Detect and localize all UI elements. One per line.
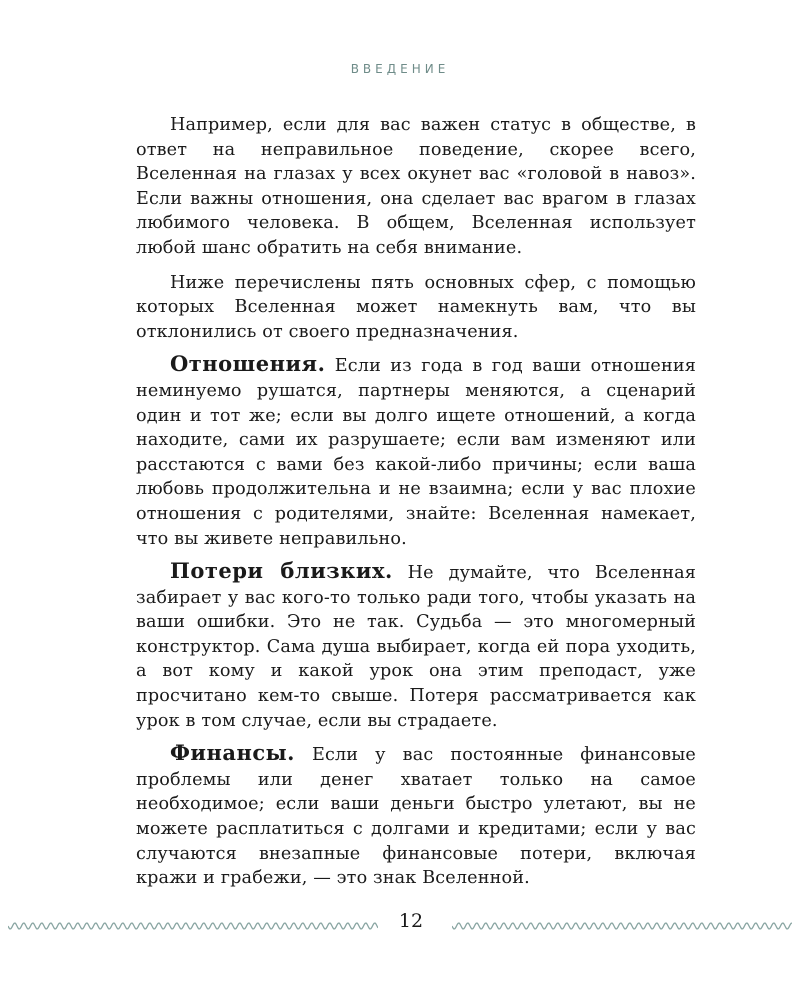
paragraph-finance: [136, 741, 696, 891]
paragraph-text: Не думайте, что Вселенная забирает у вас кого-то только ради того, чтобы указать на ваши ошибки. Это не так. Судьба — это многомерный конструктор. Сама душа выбирает, когда ей пора уходить, а вот кому и какой урок она этим преподаст, уже просчитано кем-то свыше. Потеря рассматривается как урок в том случае, если вы страдаете.: [136, 563, 696, 731]
page-number: 12: [398, 910, 424, 932]
paragraph-intro: [136, 111, 696, 261]
paragraph-text: Если у вас постоянные финансовые проблемы или денег хватает только на самое необходимое; если ваши деньги быстро улетают, вы не можете расплатиться с долгами и кредитами; если у вас случаются внезапные финансовые потери, включая кражи и грабежи, — это знак Вселенной.: [136, 745, 696, 889]
wavy-line-ornament-icon: [8, 918, 378, 934]
paragraph-loss: [136, 559, 696, 733]
paragraph-heading-loss: Потери близких.: [170, 558, 393, 584]
paragraph-text: Если из года в год ваши отношения неминуемо рушатся, партнеры меняются, а сценарий один и тот же; если вы долго ищете отношений, а когда находите, сами их разрушаете; если вам изменяют или расстаются с вами без какой-либо причины; если ваша любовь продолжительна и не взаимна; если у вас плохие отношения с родителями, знайте: Вселенная намекает, что вы живете неправильно.: [136, 356, 696, 549]
paragraph-text: Например, если для вас важен статус в обществе, в ответ на неправильное поведение, скорее всего, Вселенная на глазах у всех окунет вас «головой в навоз». Если важны отношения, она сделает вас врагом в глазах любимого человека. В общем, Вселенная использует любой шанс обратить на себя внимание.: [136, 115, 696, 258]
page-footer: [0, 910, 800, 940]
paragraph-heading-finance: Финансы.: [170, 740, 295, 766]
paragraph-text: Ниже перечислены пять основных сфер, с помощью которых Вселенная может намекнуть вам, что вы отклонились от своего предназначения.: [136, 272, 696, 342]
wavy-line-ornament-icon: [452, 918, 792, 934]
running-head: ВВЕДЕНИЕ: [350, 62, 450, 76]
paragraph-heading-relationships: Отношения.: [170, 351, 326, 377]
paragraph-spheres: [136, 269, 696, 345]
paragraph-relationships: [136, 352, 696, 551]
body-text: [136, 111, 696, 899]
